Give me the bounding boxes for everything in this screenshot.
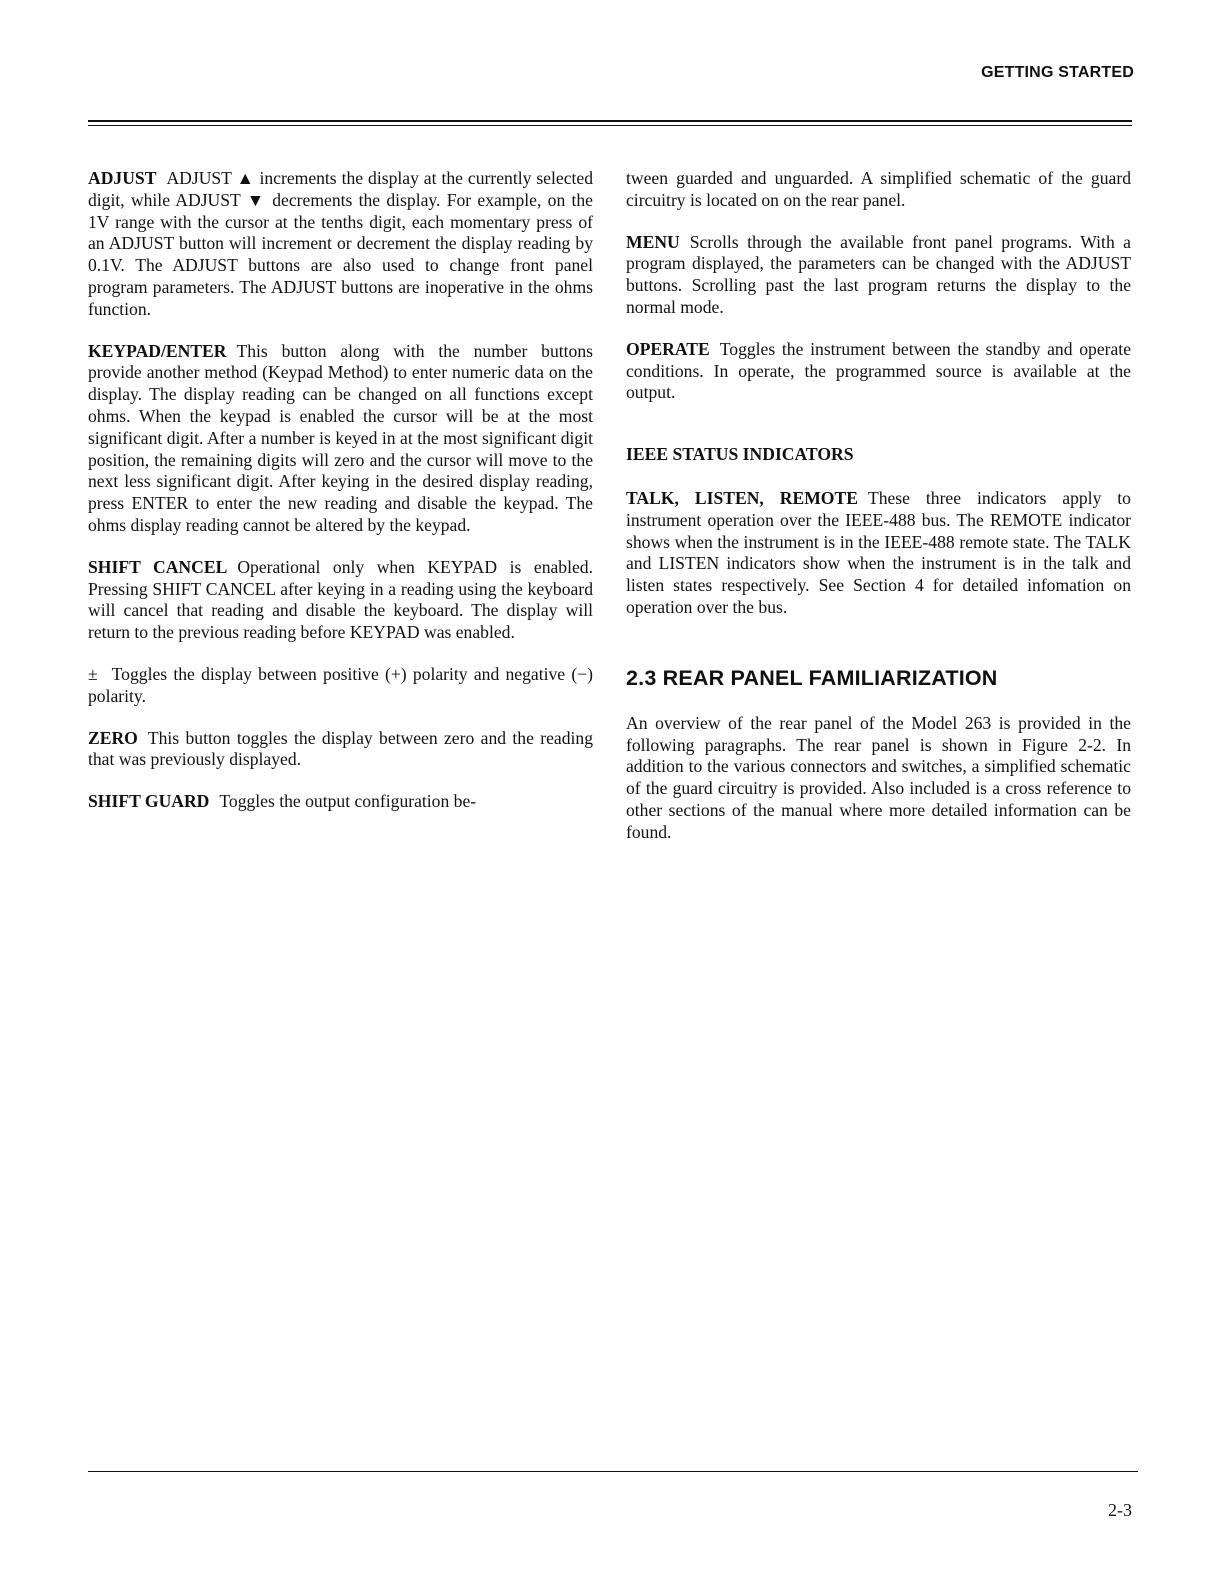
adjust-text: ADJUST ▲ increments the display at the currently selected digit, while ADJUST ▼ decrements the display. For example, on the 1V range with the cursor at the tenths digit, each momentary press of an ADJUST button will increment or decrement the display reading by 0.1V. The ADJUST buttons are also used to change front panel program parameters. The ADJUST buttons are inoperative in the ohms function. bbox=[88, 168, 593, 319]
rear-panel-paragraph: An overview of the rear panel of the Model 263 is provided in the following paragraphs. The rear panel is shown in Figure 2-2. In addition to the various connectors and switches, a simplified schematic of the guard circuitry is provided. Also included is a cross reference to other sections of the manual where more detailed information can be found. bbox=[626, 712, 1131, 842]
keypad-enter-paragraph bbox=[88, 341, 593, 537]
keypad-enter-text: This button along with the number buttons provide another method (Keypad Method) to enter numeric data on the display. The display reading can be changed on all functions except ohms. When the keypad is enabled the cursor will be at the most significant digit. After a number is keyed in at the most significant digit position, the remaining digits will zero and the cursor will move to the next less significant digit. After keying in the desired display reading, press ENTER to enter the new reading and disable the keypad. The ohms display reading cannot be altered by the keypad. bbox=[88, 340, 593, 535]
plus-minus-text: Toggles the display between positive (+) polarity and negative (−) polarity. bbox=[88, 663, 593, 706]
talk-listen-remote-term: TALK, LISTEN, REMOTE bbox=[626, 487, 858, 508]
right-column bbox=[626, 168, 1131, 864]
ieee-status-heading: IEEE STATUS INDICATORS bbox=[626, 444, 854, 465]
shift-guard-paragraph bbox=[88, 791, 593, 813]
talk-listen-remote-text: These three indicators apply to instrument operation over the IEEE-488 bus. The REMOTE indicator shows when the instrument is in the IEEE-488 remote state. The TALK and LISTEN indicators show when the instrument is in the talk and listen states respectively. See Section 4 for detailed infomation on operation over the bus. bbox=[626, 487, 1131, 617]
plus-minus-paragraph bbox=[88, 664, 593, 708]
shift-cancel-paragraph bbox=[88, 557, 593, 644]
menu-text: Scrolls through the available front panel programs. With a program displayed, the parameters can be changed with the ADJUST buttons. Scrolling past the last program returns the display to the normal mode. bbox=[626, 231, 1131, 317]
left-column bbox=[88, 168, 593, 833]
talk-listen-remote-paragraph bbox=[626, 488, 1131, 619]
adjust-paragraph bbox=[88, 168, 593, 321]
zero-term: ZERO bbox=[88, 727, 138, 748]
menu-term: MENU bbox=[626, 231, 680, 252]
section-heading: 2.3 REAR PANEL FAMILIARIZATION bbox=[626, 665, 998, 690]
keypad-enter-term: KEYPAD/ENTER bbox=[88, 340, 227, 361]
operate-term: OPERATE bbox=[626, 338, 710, 359]
zero-paragraph bbox=[88, 728, 593, 772]
footer-rule bbox=[88, 1471, 1138, 1472]
operate-paragraph bbox=[626, 339, 1131, 404]
guard-continuation-paragraph: tween guarded and unguarded. A simplified schematic of the guard circuitry is located on on the rear panel. bbox=[626, 168, 1131, 210]
menu-paragraph bbox=[626, 232, 1131, 319]
shift-cancel-text: Operational only when KEYPAD is enabled. Pressing SHIFT CANCEL after keying in a reading using the keyboard will cancel that reading and disable the keyboard. The display will return to the previous reading before KEYPAD was enabled. bbox=[88, 556, 593, 643]
shift-guard-term: SHIFT GUARD bbox=[88, 791, 210, 812]
shift-cancel-term: SHIFT CANCEL bbox=[88, 556, 228, 577]
operate-text: Toggles the instrument between the standby and operate conditions. In operate, the programmed source is available at the output. bbox=[626, 338, 1131, 403]
spacer bbox=[626, 424, 1131, 444]
adjust-term: ADJUST bbox=[88, 168, 157, 188]
running-header: GETTING STARTED bbox=[981, 64, 1134, 81]
zero-text: This button toggles the display between zero and the reading that was previously displayed. bbox=[88, 727, 593, 770]
plus-minus-term: ± bbox=[88, 663, 98, 684]
shift-guard-text: Toggles the output configuration be- bbox=[219, 791, 477, 812]
header-rule bbox=[88, 120, 1132, 126]
page-number: 2-3 bbox=[1108, 1500, 1132, 1520]
